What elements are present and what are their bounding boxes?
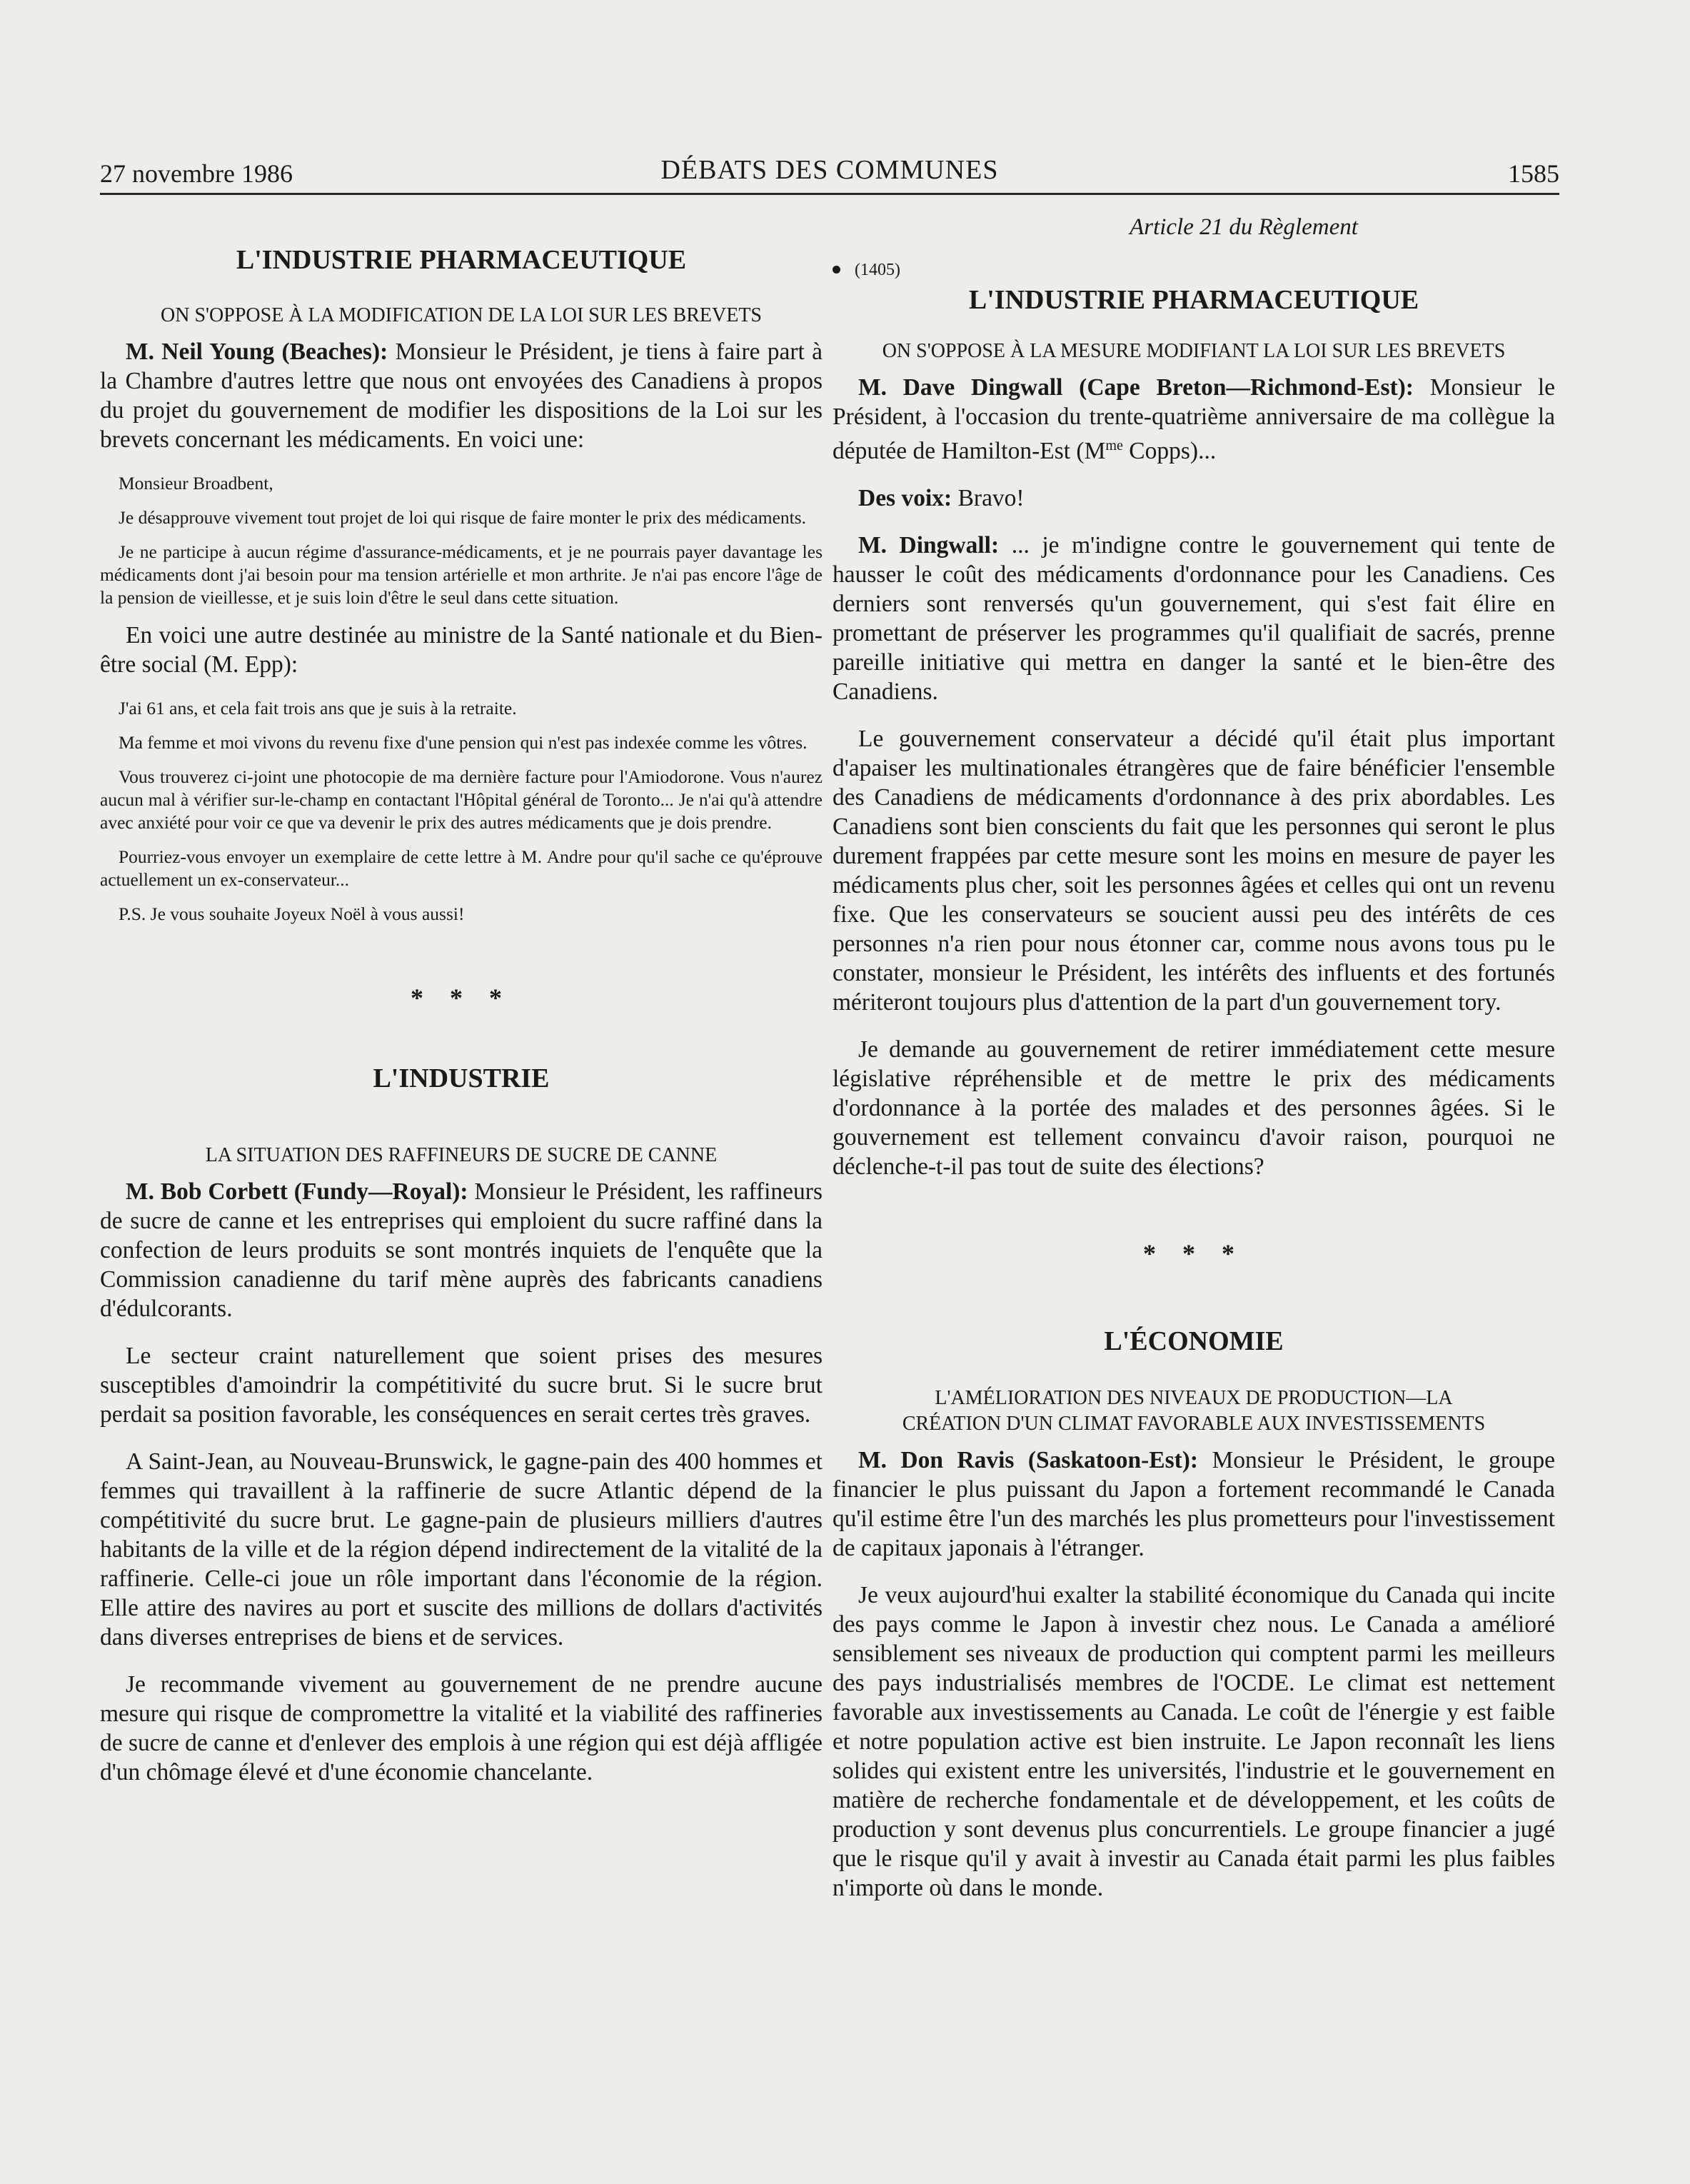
header-date: 27 novembre 1986	[100, 159, 293, 188]
letter-paragraph: Je désapprouve vivement tout projet de loi qui risque de faire monter le prix des médicaments.	[119, 507, 807, 528]
letter-postscript: P.S. Je vous souhaite Joyeux Noël à vous aussi!	[119, 903, 465, 924]
speech-text: Copps)...	[1122, 438, 1217, 465]
section-subtitle	[833, 1386, 1555, 1437]
letter-paragraph: Ma femme et moi vivons du revenu fixe d'une pension qui n'est pas indexée comme les vôtres.	[119, 732, 808, 753]
speech-text: Monsieur le Président, les raffineurs de sucre de canne et les entreprises qui emploient du sucre raffiné dans la confection de leurs produits se sont montrés inquiets de l'enquête que la Commission canadienne du tarif mène auprès des fabricants canadiens d'édulcorants.	[100, 1178, 823, 1322]
section-subtitle: ON S'OPPOSE À LA MESURE MODIFIANT LA LOI SUR LES BREVETS	[882, 340, 1506, 362]
speech-paragraph	[100, 337, 823, 454]
subtitle-line: CRÉATION D'UN CLIMAT FAVORABLE AUX INVESTISSEMENTS	[902, 1413, 1486, 1436]
speech-paragraph	[833, 531, 1555, 706]
page-number: 1585	[1508, 159, 1559, 188]
speech-paragraph	[833, 1446, 1555, 1563]
letter-salutation: Monsieur Broadbent,	[119, 473, 273, 494]
subtitle-line: L'AMÉLIORATION DES NIVEAUX DE PRODUCTION—LA	[935, 1387, 1453, 1410]
speaker-name: M. Don Ravis (Saskatoon-Est):	[858, 1447, 1199, 1474]
section-title: L'INDUSTRIE PHARMACEUTIQUE	[968, 285, 1419, 315]
letter-paragraph: Pourriez-vous envoyer un exemplaire de cette lettre à M. Andre pour qu'il sache ce qu'éprouve actuellement un ex-conservateur...	[100, 846, 823, 890]
left-column	[100, 214, 823, 1805]
speech-paragraph: Le secteur craint naturellement que soient prises des mesures susceptibles d'amoindrir la compétitivité du sucre brut. Si le sucre brut perdait sa position favorable, les conséquences en serait certes très graves.	[100, 1343, 823, 1428]
time-label: (1405)	[855, 261, 900, 279]
speech-paragraph: Je demande au gouvernement de retirer immédiatement cette mesure législative répréhensible et de mettre le prix des médicaments d'ordonnance à la portée des malades et des personnes âgées. Si le gouvernement est tellement convaincu d'avoir raison, pourquoi ne déclenche-t-il pas tout de suite des élections?	[833, 1036, 1555, 1181]
section-title: L'ÉCONOMIE	[1104, 1326, 1284, 1357]
speech-paragraph: Je recommande vivement au gouvernement de ne prendre aucune mesure qui risque de compromettre la vitalité et la viabilité des raffineries de sucre de canne et d'enlever des emplois à une région qui est déjà affligée d'un chômage élevé et d'une économie chancelante.	[100, 1671, 823, 1785]
letter-paragraph: Vous trouverez ci-joint une photocopie de ma dernière facture pour l'Amiodorone. Vous n'aurez aucun mal à vérifier sur-le-champ en contactant l'Hôpital général de Toronto... Je n'ai qu'à attendre avec anxiété pour voir ce que va devenir le prix des autres médicaments que je dois prendre.	[100, 766, 823, 833]
speaker-name: M. Dingwall:	[858, 532, 1000, 559]
superscript: me	[1105, 438, 1123, 454]
right-column	[833, 214, 1555, 1920]
speech-text: Monsieur le Président, le groupe financier le plus puissant du Japon a fortement recommandé le Canada qu'il estime être l'un des marchés les plus prometteurs pour l'investissement de capitaux japonais à l'étranger.	[833, 1447, 1555, 1562]
speaker-name: M. Neil Young (Beaches):	[126, 339, 388, 365]
speech-paragraph	[100, 1177, 823, 1323]
speaker-name: Des voix:	[858, 485, 952, 512]
speech-paragraph: Je veux aujourd'hui exalter la stabilité économique du Canada qui incite des pays comme le Japon à investir chez nous. Le Canada a amélioré sensiblement ses niveaux de production qui comptent parmi les meilleurs des pays industrialisés membres de l'OCDE. Le climat est nettement favorable aux investissements au Canada. Le coût de l'énergie y est faible et notre population active est bien instruite. Le Japon reconnaît les liens solides qui existent entre les universités, l'industrie et le gouvernement en matière de recherche fondamentale et de développement, et les coûts de production y sont devenus plus concurrentiels. Le groupe financier a jugé que le risque qu'il y avait à investir au Canada était parmi les plus faibles n'importe où dans le monde.	[833, 1582, 1555, 1902]
speech-paragraph	[833, 373, 1555, 466]
bullet-icon	[833, 266, 840, 274]
time-marker	[833, 261, 1555, 280]
speech-text: Monsieur le Président, je tiens à faire part à la Chambre d'autres lettre que nous ont envoyées des Canadiens à propos du projet du gouvernement de modifier les dispositions de la Loi sur les brevets concernant les médicaments. En voici une:	[100, 339, 823, 453]
speech-paragraph: En voici une autre destinée au ministre de la Santé nationale et du Bien-être social (M. Epp):	[100, 622, 823, 678]
speech-paragraph: A Saint-Jean, au Nouveau-Brunswick, le gagne-pain des 400 hommes et femmes qui travaillent à la raffinerie de sucre Atlantic dépend de la compétitivité du sucre brut. Le gagne-pain de plusieurs milliers d'autres habitants de la ville et de la région dépend indirectement de la vitalité de la raffinerie. Celle-ci joue un rôle important dans l'économie de la région. Elle attire des navires au port et suscite des millions de dollars d'activités dans diverses entreprises de biens et de services.	[100, 1448, 823, 1650]
speech-paragraph: Le gouvernement conservateur a décidé qu'il était plus important d'apaiser les multinationales étrangères que de faire bénéficier l'ensemble des Canadiens de médicaments d'ordonnance à des prix abordables. Les Canadiens sont bien conscients du fait que les personnes qui seront le plus durement frappées par cette mesure sont les moins en mesure de payer les médicaments plus cher, soit les personnes âgées et celles qui ont un revenu fixe. Que les conservateurs se soucient aussi peu des intérêts de ces personnes n'a rien pour nous étonner car, comme nous avons tous pu le constater, monsieur le Président, les intérêts des influents et des fortunés mériteront toujours plus d'attention de la part d'un gouvernement tory.	[833, 726, 1555, 1016]
section-separator: * * *	[1143, 1239, 1244, 1268]
speaker-name: M. Dave Dingwall (Cape Breton—Richmond-Est):	[858, 374, 1414, 401]
speech-text: Monsieur le Président, à l'occasion du trente-quatrième anniversaire de ma collègue la députée de Hamilton-Est (M	[833, 374, 1555, 465]
header-title: DÉBATS DES COMMUNES	[660, 155, 999, 185]
section-separator: * * *	[411, 983, 512, 1012]
speech-text: ... je m'indigne contre le gouvernement qui tente de hausser le coût des médicaments d'ordonnance pour les Canadiens. Ces derniers sont renversés qu'un gouvernement, qui s'est fait élire en promettant de préserver les programmes qu'il qualifiait de sacrés, prenne pareille initiative qui mettra en danger la santé et le bien-être des Canadiens.	[833, 532, 1556, 706]
section-subtitle: ON S'OPPOSE À LA MODIFICATION DE LA LOI SUR LES BREVETS	[161, 304, 762, 326]
section-subtitle: LA SITUATION DES RAFFINEURS DE SUCRE DE CANNE	[205, 1144, 718, 1166]
interjection	[833, 484, 1555, 513]
letter-paragraph: Je ne participe à aucun régime d'assurance-médicaments, et je ne pourrais payer davantage les médicaments dont j'ai besoin pour ma tension artérielle et mon arthrite. Je n'ai pas encore l'âge de la pension de vieillesse, et je suis loin d'être le seul dans cette situation.	[100, 541, 823, 608]
speaker-name: M. Bob Corbett (Fundy—Royal):	[126, 1178, 468, 1205]
standing-order-heading: Article 21 du Règlement	[1130, 214, 1358, 240]
page-header	[100, 149, 1559, 195]
speech-text: Bravo!	[957, 485, 1025, 512]
section-title: L'INDUSTRIE PHARMACEUTIQUE	[236, 245, 687, 275]
section-title: L'INDUSTRIE	[373, 1063, 550, 1093]
letter-paragraph: J'ai 61 ans, et cela fait trois ans que je suis à la retraite.	[119, 698, 517, 718]
